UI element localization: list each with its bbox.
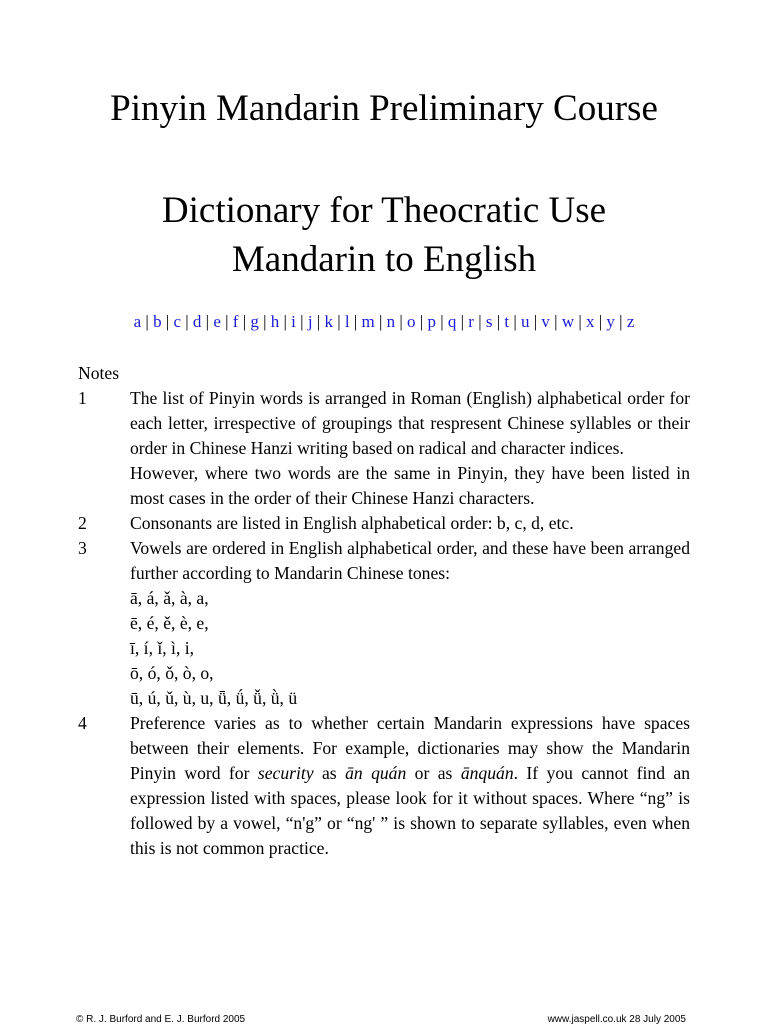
note-number: 4 — [78, 713, 87, 733]
separator: | — [312, 312, 325, 331]
tone-list-line: ē, é, ě, è, e, — [130, 613, 209, 633]
separator: | — [614, 312, 627, 331]
separator: | — [295, 312, 308, 331]
note-paragraph — [130, 711, 690, 861]
note-body — [130, 386, 690, 511]
letter-link-f[interactable]: f — [232, 312, 239, 331]
letter-link-z[interactable]: z — [626, 312, 635, 331]
note-number: 3 — [78, 538, 87, 558]
note-number: 2 — [78, 513, 87, 533]
letter-link-o[interactable]: o — [407, 312, 416, 331]
letter-link-j[interactable]: j — [307, 312, 313, 331]
separator: | — [181, 312, 193, 331]
separator: | — [395, 312, 408, 331]
separator: | — [594, 312, 607, 331]
letter-link-q[interactable]: q — [447, 312, 457, 331]
letter-link-b[interactable]: b — [153, 312, 162, 331]
separator: | — [141, 312, 154, 331]
tone-list-line: ā, á, ǎ, à, a, — [130, 588, 209, 608]
separator: | — [435, 312, 448, 331]
letter-link-n[interactable]: n — [386, 312, 396, 331]
note-4 — [78, 711, 690, 861]
letter-link-y[interactable]: y — [606, 312, 615, 331]
footer-site-date: www.jaspell.co.uk 28 July 2005 — [547, 1014, 686, 1025]
letter-link-w[interactable]: w — [561, 312, 575, 331]
separator: | — [258, 312, 271, 331]
letter-link-s[interactable]: s — [485, 312, 493, 331]
pinyin-example: ān quán — [345, 763, 407, 783]
pinyin-example: ānquán — [460, 763, 514, 783]
letter-link-d[interactable]: d — [192, 312, 202, 331]
note-paragraph: The list of Pinyin words is arranged in Roman (English) alphabetical order for each letter, irrespective of groupings that respresent Chinese syllables or their order in Chinese Hanzi writing based on radical and character indices. — [130, 388, 690, 458]
separator: | — [279, 312, 292, 331]
separator: | — [332, 312, 345, 331]
separator: | — [509, 312, 522, 331]
note-paragraph: However, where two words are the same in Pinyin, they have been listed in most cases in the order of their Chinese Hanzi characters. — [130, 463, 690, 508]
separator: | — [574, 312, 587, 331]
separator: | — [549, 312, 562, 331]
dictionary-subtitle: Mandarin to English — [231, 239, 537, 280]
note-text: as — [313, 763, 346, 783]
letter-link-x[interactable]: x — [586, 312, 595, 331]
separator: | — [456, 312, 469, 331]
letter-link-t[interactable]: t — [504, 312, 510, 331]
tone-list-line: ū, ú, ǔ, ù, u, ǖ, ǘ, ǚ, ǜ, ü — [130, 688, 298, 708]
separator: | — [492, 312, 505, 331]
separator: | — [374, 312, 387, 331]
letter-link-p[interactable]: p — [427, 312, 436, 331]
notes-heading: Notes — [78, 363, 120, 383]
note-body — [130, 711, 690, 861]
letter-link-h[interactable]: h — [270, 312, 280, 331]
separator: | — [201, 312, 214, 331]
letter-link-u[interactable]: u — [521, 312, 530, 331]
letter-link-l[interactable]: l — [344, 312, 350, 331]
dictionary-title: Dictionary for Theocratic Use — [161, 190, 607, 231]
letter-link-i[interactable]: i — [291, 312, 296, 331]
note-body — [130, 511, 690, 536]
footer-copyright: © R. J. Burford and E. J. Burford 2005 — [76, 1014, 246, 1025]
note-1 — [78, 386, 690, 511]
note-text: or as — [406, 763, 461, 783]
separator: | — [220, 312, 233, 331]
separator: | — [415, 312, 428, 331]
note-body — [130, 536, 690, 711]
alphabet-navigation — [0, 311, 768, 333]
separator: | — [238, 312, 251, 331]
note-text: Preference varies as to whether certain Mandarin expressions have spaces between their elements. For example, dictionaries may show the Mandarin Pinyin word for — [130, 713, 690, 783]
letter-link-k[interactable]: k — [324, 312, 333, 331]
letter-link-g[interactable]: g — [250, 312, 259, 331]
letter-link-v[interactable]: v — [541, 312, 550, 331]
note-text: . If you cannot find an expression listed with spaces, please look for it without spaces. Where “ng” is followed by a vowel, “n'g” or “ng' ” is shown to separate syllables, even when this is not common practice. — [130, 763, 691, 858]
tone-list-line: ī, í, ǐ, ì, i, — [130, 638, 195, 658]
letter-link-a[interactable]: a — [133, 312, 142, 331]
emphasis-word: security — [257, 763, 314, 783]
separator: | — [529, 312, 542, 331]
note-2 — [78, 511, 690, 536]
separator: | — [473, 312, 486, 331]
notes-section — [78, 361, 690, 861]
note-paragraph: Consonants are listed in English alphabetical order: b, c, d, etc. — [130, 513, 574, 533]
note-number: 1 — [78, 388, 87, 408]
letter-link-e[interactable]: e — [213, 312, 221, 331]
letter-link-r[interactable]: r — [468, 312, 474, 331]
letter-link-m[interactable]: m — [361, 312, 375, 331]
page-title: Pinyin Mandarin Preliminary Course — [110, 88, 658, 129]
separator: | — [161, 312, 174, 331]
letter-link-c[interactable]: c — [173, 312, 182, 331]
separator: | — [349, 312, 362, 331]
note-3 — [78, 536, 690, 711]
note-paragraph: Vowels are ordered in English alphabetical order, and these have been arranged further according to Mandarin Chinese tones: — [130, 538, 690, 583]
tone-list-line: ō, ó, ǒ, ò, o, — [130, 663, 214, 683]
